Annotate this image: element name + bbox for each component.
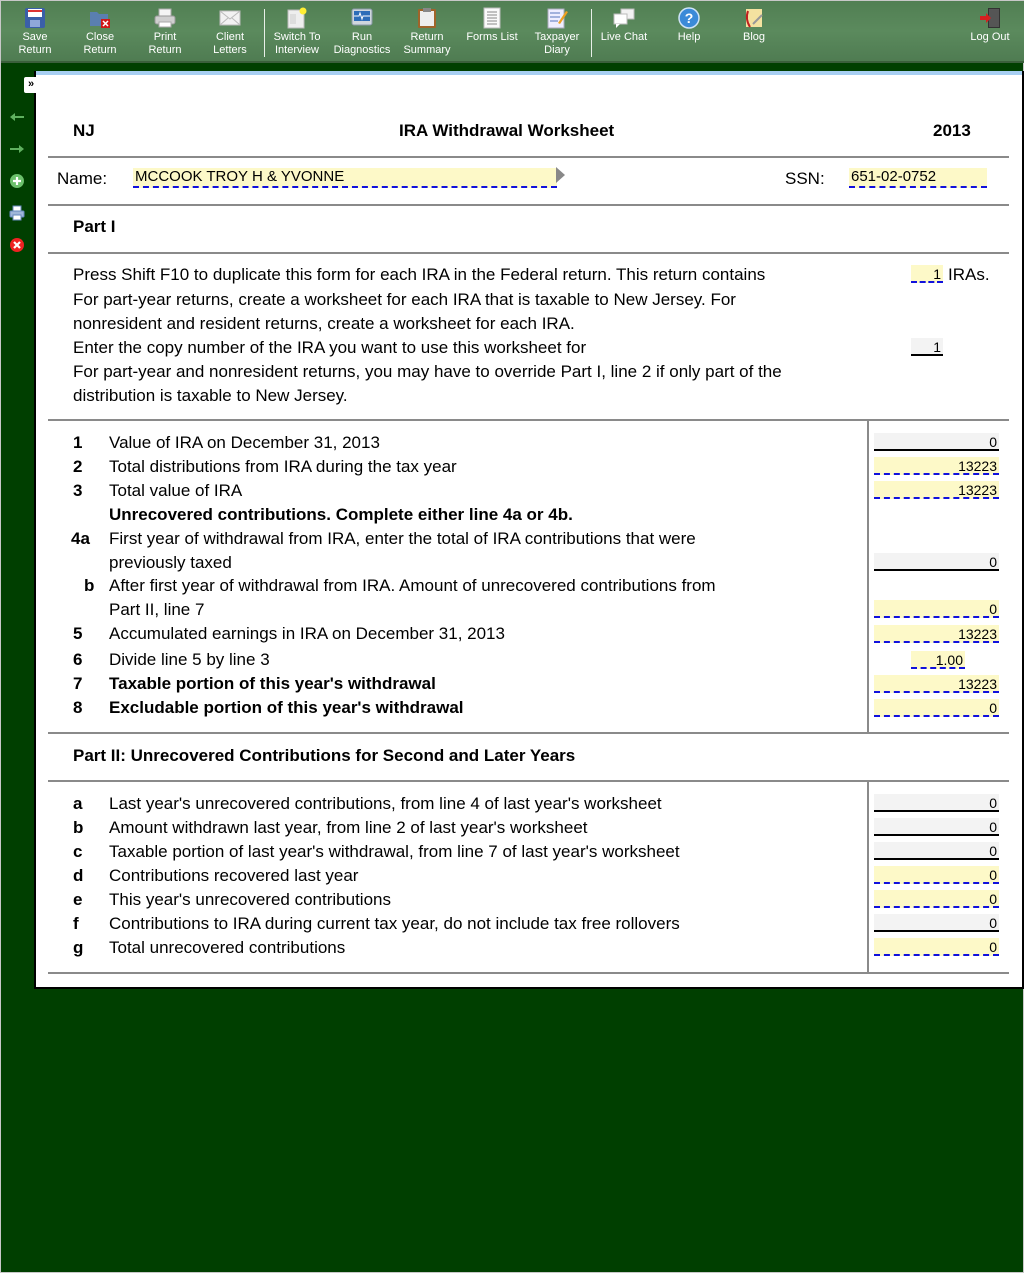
taxpayer-diary-label-1: Taxpayer [534,31,580,43]
save-return-button[interactable] [3,7,67,57]
line-4b-label: After first year of withdrawal from IRA. Amount of unrecovered contributions from [109,576,716,595]
divider [48,419,1009,421]
taxpayer-diary-label-2: Diary [544,44,570,56]
svg-text:?: ? [684,10,694,26]
instruction-line: Enter the copy number of the IRA you want to use this worksheet for [73,338,587,357]
line-number: 3 [73,481,83,500]
delete-form-icon[interactable] [9,237,25,253]
line-number: 4a [71,529,90,548]
line-letter: g [73,938,84,957]
part2-line-c-label: Taxable portion of last year's withdrawal, from line 7 of last year's worksheet [109,842,680,861]
return-summary-label-1: Return [410,31,444,43]
close-return-label-2: Return [83,44,117,56]
clipboard-icon [416,7,438,29]
run-diagnostics-label-1: Run [351,31,373,43]
line-letter: e [73,890,83,909]
line-number: 5 [73,624,83,643]
unrecovered-heading: Unrecovered contributions. Complete either line 4a or 4b. [109,505,573,524]
part2-line-f-value[interactable]: 0 [874,914,999,932]
save-return-label-2: Return [18,44,52,56]
taxpayer-diary-button[interactable] [525,7,589,57]
printer-icon [154,7,176,29]
column-divider [867,781,869,973]
instruction-line: distribution is taxable to New Jersey. [73,386,348,405]
name-label: Name: [57,169,108,188]
help-label: Help [677,31,701,43]
form-year: 2013 [933,121,971,140]
line-2-label: Total distributions from IRA during the tax year [109,457,457,476]
line-8-value[interactable]: 0 [874,699,999,717]
chat-bubbles-icon [613,7,635,29]
part2-line-e-label: This year's unrecovered contributions [109,890,391,909]
line-letter: c [73,842,83,861]
line-4a-label-cont: previously taxed [109,553,232,572]
line-4b-label-cont: Part II, line 7 [109,600,205,619]
part2-line-d-value[interactable]: 0 [874,866,999,884]
line-number: 8 [73,698,83,717]
add-form-icon[interactable] [9,173,25,189]
name-field[interactable]: MCCOOK TROY H & YVONNE [133,168,557,188]
line-letter: f [73,914,79,933]
divider [48,780,1009,782]
line-number: 6 [73,650,83,669]
instruction-line: For part-year and nonresident returns, you may have to override Part I, line 2 if only part of the [73,362,782,381]
close-return-button[interactable] [68,7,132,57]
line-3-label: Total value of IRA [109,481,243,500]
divider [48,156,1009,158]
forward-arrow-icon[interactable] [9,141,25,157]
line-3-value[interactable]: 13223 [874,481,999,499]
worksheet-panel [27,71,1024,989]
line-1-label: Value of IRA on December 31, 2013 [109,433,380,452]
blog-label: Blog [742,31,766,43]
line-letter: b [73,818,84,837]
main-toolbar [1,1,1024,63]
expand-panel-button[interactable]: » [24,77,38,93]
name-dropdown-arrow-icon[interactable] [556,167,565,183]
client-letters-label-2: Letters [213,44,247,56]
return-summary-button[interactable] [395,7,459,57]
line-6-label: Divide line 5 by line 3 [109,650,270,669]
part2-line-e-value[interactable]: 0 [874,890,999,908]
part2-line-g-value[interactable]: 0 [874,938,999,956]
line-4b-value[interactable]: 0 [874,600,999,618]
line-7-value[interactable]: 13223 [874,675,999,693]
blog-button[interactable] [722,7,786,44]
part1-heading: Part I [73,217,116,236]
part2-line-b-value[interactable]: 0 [874,818,999,836]
door-exit-icon [979,7,1001,29]
part2-line-a-value[interactable]: 0 [874,794,999,812]
live-chat-button[interactable] [592,7,656,44]
help-button[interactable] [657,7,721,44]
print-return-label-2: Return [148,44,182,56]
line-letter: d [73,866,84,885]
part2-line-a-label: Last year's unrecovered contributions, from line 4 of last year's worksheet [109,794,662,813]
part2-line-d-label: Contributions recovered last year [109,866,359,885]
switch-to-interview-button[interactable] [265,7,329,57]
line-4a-value[interactable]: 0 [874,553,999,571]
line-number: 2 [73,457,83,476]
run-diagnostics-label-2: Diagnostics [333,44,391,56]
close-return-label-1: Close [85,31,115,43]
form-state: NJ [73,121,95,140]
log-out-button[interactable] [958,7,1022,44]
monitor-icon [351,7,373,29]
print-return-label-1: Print [153,31,177,43]
ira-count-field[interactable]: 1 [911,265,943,283]
line-2-value[interactable]: 13223 [874,457,999,475]
part2-line-c-value[interactable]: 0 [874,842,999,860]
client-letters-label-1: Client [215,31,245,43]
part2-line-f-label: Contributions to IRA during current tax year, do not include tax free rollovers [109,914,680,933]
divider [48,252,1009,254]
folder-close-icon [89,7,111,29]
save-return-label-1: Save [22,31,48,43]
line-1-value[interactable]: 0 [874,433,999,451]
line-8-label: Excludable portion of this year's withdrawal [109,698,464,717]
divider [48,732,1009,734]
panel-top-bar [36,71,1022,75]
line-7-label: Taxable portion of this year's withdrawal [109,674,436,693]
client-letters-button[interactable] [198,7,262,57]
copy-number-field[interactable]: 1 [911,338,943,356]
scroll-quill-icon [743,7,765,29]
instruction-line: nonresident and resident returns, create a worksheet for each IRA. [73,314,575,333]
line-5-label: Accumulated earnings in IRA on December 31, 2013 [109,624,505,643]
instruction-line: For part-year returns, create a worksheet for each IRA that is taxable to New Jersey. For [73,290,736,309]
live-chat-label: Live Chat [600,31,648,43]
line-number: 1 [73,433,83,452]
divider [48,972,1009,974]
log-out-label: Log Out [970,31,1010,43]
line-number: 7 [73,674,83,693]
help-question-icon [678,7,700,29]
forms-list-button[interactable] [460,7,524,44]
ssn-field[interactable]: 651-02-0752 [849,168,987,188]
switch-to-interview-label-2: Interview [274,44,320,56]
switch-to-interview-label-1: Switch To [273,31,321,43]
floppy-disk-icon [24,7,46,29]
envelope-icon [219,7,241,29]
return-summary-label-2: Summary [403,44,451,56]
ira-suffix: IRAs. [948,265,990,284]
forms-list-label: Forms List [466,31,518,43]
document-list-icon [481,7,503,29]
print-return-button[interactable] [133,7,197,57]
back-arrow-icon[interactable] [9,109,25,125]
run-diagnostics-button[interactable] [330,7,394,57]
divider [48,204,1009,206]
instruction-line: Press Shift F10 to duplicate this form for each IRA in the Federal return. This return contains [73,265,766,284]
form-title: IRA Withdrawal Worksheet [399,121,615,140]
line-5-value[interactable]: 13223 [874,625,999,643]
part2-line-g-label: Total unrecovered contributions [109,938,346,957]
line-6-value[interactable]: 1.00 [911,651,965,669]
part2-line-b-label: Amount withdrawn last year, from line 2 of last year's worksheet [109,818,588,837]
form-side-toolbar [1,65,33,285]
part2-heading: Part II: Unrecovered Contributions for Second and Later Years [73,746,576,765]
interview-icon [286,7,308,29]
column-divider [867,420,869,733]
line-4a-label: First year of withdrawal from IRA, enter the total of IRA contributions that were [109,529,696,548]
line-number: b [84,576,95,595]
line-letter: a [73,794,83,813]
print-form-icon[interactable] [9,205,25,221]
diary-pencil-icon [546,7,568,29]
ssn-label: SSN: [785,169,825,188]
